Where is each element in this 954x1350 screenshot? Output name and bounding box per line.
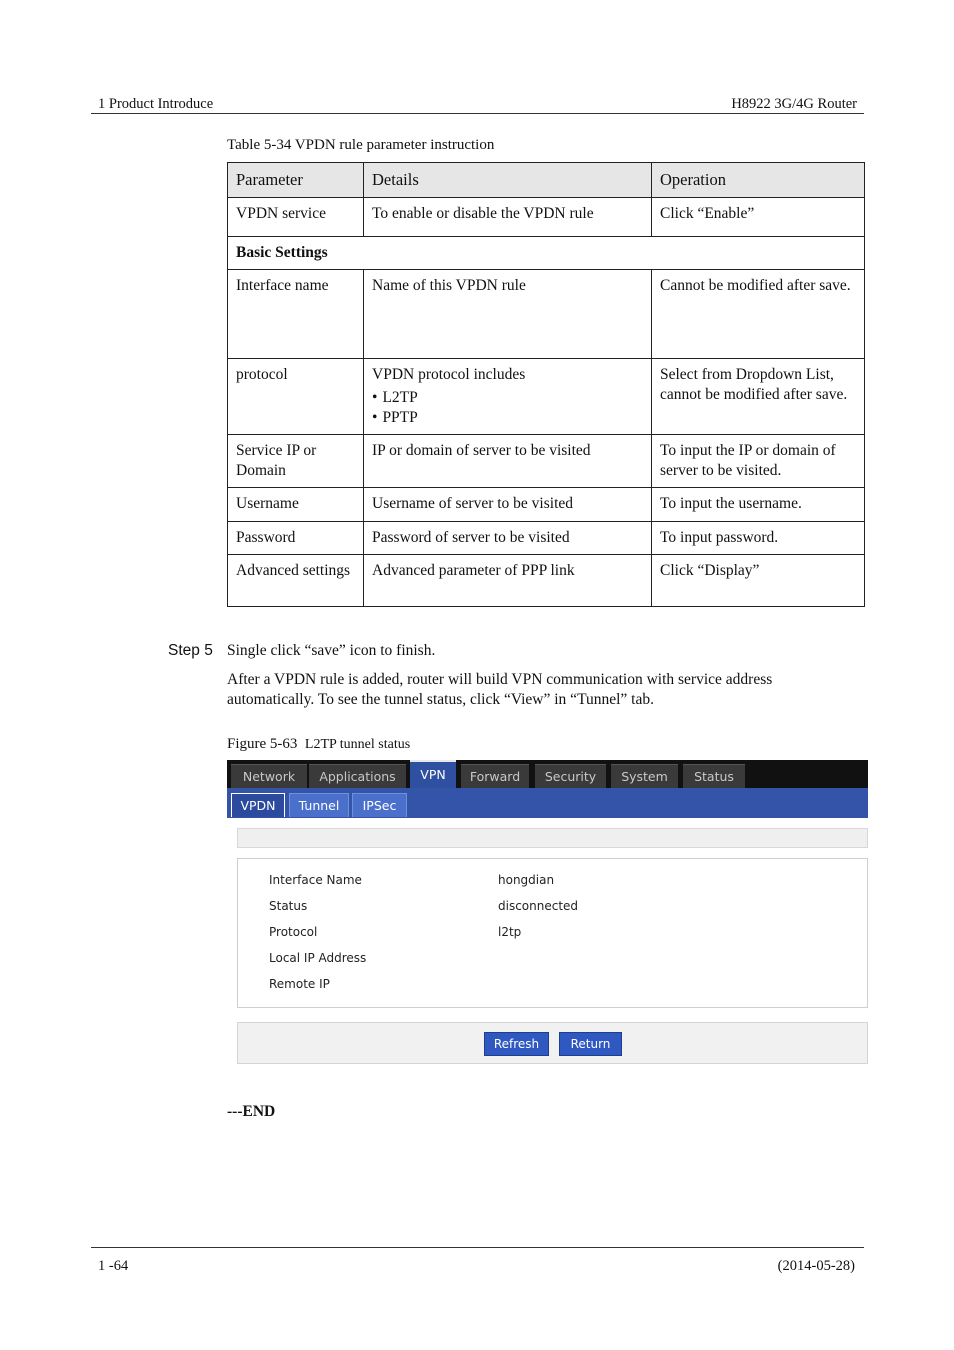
- table-row: [228, 488, 865, 522]
- sub-nav-bar: [227, 788, 868, 818]
- column-header: Parameter: [228, 163, 364, 198]
- figure-caption: [227, 736, 410, 753]
- figure-number: Figure 5-63: [227, 736, 298, 752]
- details-cell: Name of this VPDN rule: [364, 270, 652, 359]
- subtab-vpdn[interactable]: VPDN: [231, 793, 285, 817]
- running-header-right: H8922 3G/4G Router: [731, 96, 857, 112]
- param-cell: Username: [228, 488, 364, 522]
- button-bar: [237, 1022, 868, 1064]
- field-label-remote-ip: Remote IP: [269, 977, 330, 991]
- operation-cell: Select from Dropdown List, cannot be modified after save.: [652, 359, 865, 435]
- figure-title: L2TP tunnel status: [304, 737, 411, 752]
- section-title-bar: [237, 828, 868, 848]
- param-cell: Advanced settings: [228, 555, 364, 607]
- details-cell: To enable or disable the VPDN rule: [364, 198, 652, 237]
- section-row: [228, 237, 865, 270]
- field-value-status: disconnected: [498, 899, 579, 913]
- tab-applications[interactable]: Applications: [309, 764, 406, 789]
- field-value-interface-name: hongdian: [498, 873, 555, 887]
- page-number: 1 -64: [98, 1258, 129, 1274]
- step-label: Step 5: [168, 642, 213, 659]
- list-item: • PPTP: [372, 408, 643, 428]
- operation-cell: To input the username.: [652, 488, 865, 522]
- return-button[interactable]: Return: [559, 1032, 622, 1056]
- field-label-protocol: Protocol: [269, 925, 318, 939]
- refresh-button[interactable]: Refresh: [484, 1032, 549, 1056]
- table-caption: Table 5-34 VPDN rule parameter instruction: [227, 137, 495, 153]
- header-rule: [91, 113, 864, 114]
- details-text: VPDN protocol includes: [372, 366, 526, 383]
- details-cell: IP or domain of server to be visited: [364, 435, 652, 488]
- list-item: • L2TP: [372, 388, 643, 408]
- table-row: [228, 435, 865, 488]
- details-cell: Username of server to be visited: [364, 488, 652, 522]
- tunnel-status-panel: [237, 858, 868, 1008]
- param-cell: Interface name: [228, 270, 364, 359]
- param-cell: Service IP or Domain: [228, 435, 364, 488]
- tab-security[interactable]: Security: [535, 764, 606, 789]
- protocol-list: [372, 388, 643, 428]
- field-label-local-ip: Local IP Address: [269, 951, 367, 965]
- tab-network[interactable]: Network: [231, 764, 307, 789]
- operation-cell: To input password.: [652, 522, 865, 555]
- parameter-table: [227, 162, 865, 607]
- body-paragraph: After a VPDN rule is added, router will build VPN communication with service address automatically. To see the tunnel status, click “View” in “Tunnel” tab.: [227, 671, 773, 708]
- details-cell: Advanced parameter of PPP link: [364, 555, 652, 607]
- end-marker: ---END: [227, 1103, 276, 1120]
- field-value-protocol: l2tp: [498, 925, 522, 939]
- column-header: Details: [364, 163, 652, 198]
- param-cell: protocol: [228, 359, 364, 435]
- running-header-left: 1 Product Introduce: [98, 96, 214, 112]
- router-ui-screenshot: [227, 760, 868, 1066]
- table-row: [228, 555, 865, 607]
- operation-cell: To input the IP or domain of server to be visited.: [652, 435, 865, 488]
- table-row: [228, 522, 865, 555]
- subtab-tunnel[interactable]: Tunnel: [289, 793, 349, 817]
- tab-vpn[interactable]: VPN: [410, 760, 456, 790]
- tab-status[interactable]: Status: [683, 764, 745, 789]
- table-row: [228, 359, 865, 435]
- tab-forward[interactable]: Forward: [461, 764, 529, 789]
- field-label-interface-name: Interface Name: [269, 873, 362, 887]
- table-row: [228, 270, 865, 359]
- operation-cell: Cannot be modified after save.: [652, 270, 865, 359]
- document-date: (2014-05-28): [777, 1258, 855, 1274]
- step-text: Single click “save” icon to finish.: [227, 642, 436, 659]
- footer-rule: [91, 1247, 864, 1248]
- field-label-status: Status: [269, 899, 308, 913]
- table-row: [228, 198, 865, 237]
- column-header: Operation: [652, 163, 865, 198]
- tab-system[interactable]: System: [611, 764, 678, 789]
- operation-cell: Click “Display”: [652, 555, 865, 607]
- operation-cell: Click “Enable”: [652, 198, 865, 237]
- table-header-row: [228, 163, 865, 198]
- main-nav-bar: [227, 760, 868, 788]
- section-title: Basic Settings: [228, 237, 865, 270]
- param-cell: VPDN service: [228, 198, 364, 237]
- details-cell: Password of server to be visited: [364, 522, 652, 555]
- param-cell: Password: [228, 522, 364, 555]
- subtab-ipsec[interactable]: IPSec: [352, 793, 407, 817]
- details-cell: [364, 359, 652, 435]
